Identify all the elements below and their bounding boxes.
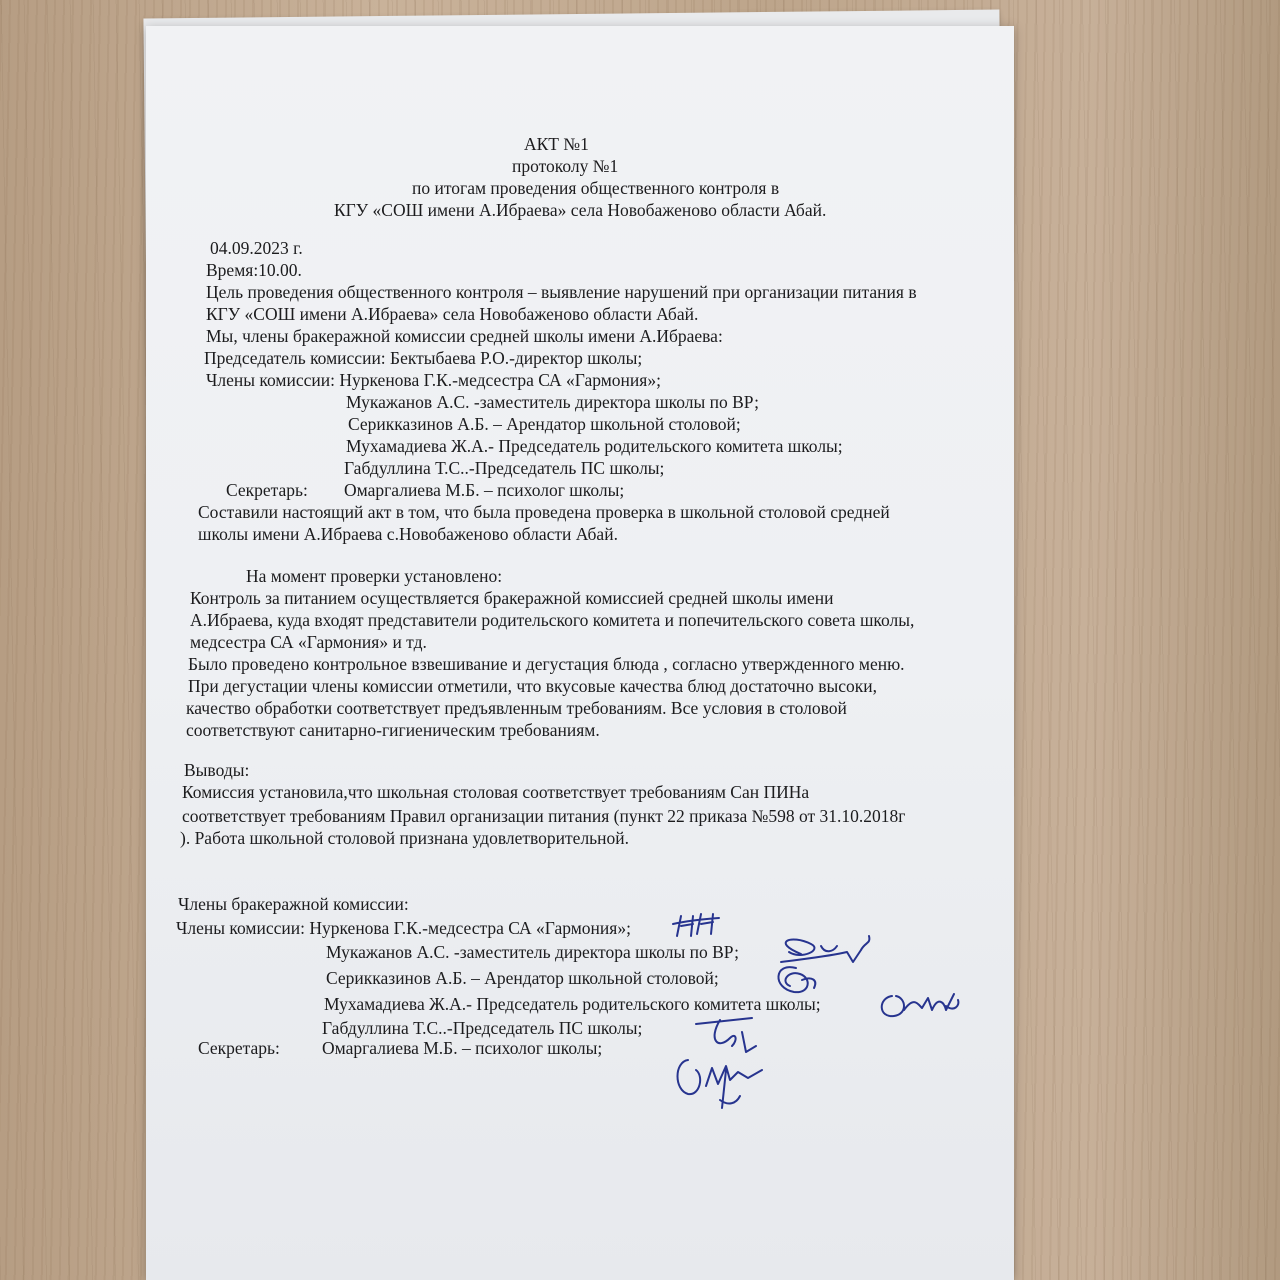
- member-line: Мукажанов А.С. -заместитель директора школы по ВР;: [346, 392, 759, 412]
- doc-header-line: по итогам проведения общественного контроля в: [412, 178, 780, 198]
- doc-text-line: Было проведено контрольное взвешивание и дегустация блюда , согласно утвержденного меню.: [188, 654, 905, 674]
- doc-text-line: медсестра СА «Гармония» и тд.: [190, 632, 427, 652]
- doc-text-line: соответствуют санитарно-гигиеническим требованиям.: [186, 720, 600, 740]
- secretary-label: Секретарь:: [198, 1038, 280, 1058]
- doc-text-line: ). Работа школьной столовой признана удовлетворительной.: [180, 828, 630, 848]
- signature-serikkazinov: [766, 958, 826, 1002]
- member-line: Габдуллина Т.С..-Председатель ПС школы;: [344, 458, 665, 478]
- doc-date: 04.09.2023 г.: [210, 238, 303, 258]
- doc-text-line: Комиссия установила,что школьная столовая соответствует требованиям Сан ПИНа: [182, 782, 810, 802]
- doc-time: Время:10.00.: [206, 260, 302, 280]
- document-sheet: [146, 26, 1014, 1280]
- secretary-label: Секретарь:: [226, 480, 308, 500]
- conclusions-heading: Выводы:: [184, 760, 250, 780]
- secretary-line: Омаргалиева М.Б. – психолог школы;: [322, 1038, 603, 1058]
- member-line: Мухамадиева Ж.А.- Председатель родительского комитета школы;: [346, 436, 843, 456]
- members-line: Члены комиссии: Нуркенова Г.К.-медсестра СА «Гармония»;: [176, 918, 631, 938]
- doc-text-line: Составили настоящий акт в том, что была проведена проверка в школьной столовой средней: [198, 502, 890, 522]
- chairman-line: Председатель комиссии: Бектыбаева Р.О.-директор школы;: [204, 348, 643, 368]
- signatures-heading: Члены бракеражной комиссии:: [178, 894, 409, 914]
- doc-subtitle: протоколу №1: [512, 156, 619, 176]
- member-line: Мукажанов А.С. -заместитель директора школы по ВР;: [326, 942, 739, 962]
- member-line: Серикказинов А.Б. – Арендатор школьной столовой;: [348, 414, 741, 434]
- doc-text-line: КГУ «СОШ имени А.Ибраева» села Новобаженово области Абай.: [206, 304, 699, 324]
- doc-text-line: школы имени А.Ибраева с.Новобаженово области Абай.: [198, 524, 618, 544]
- member-line: Мухамадиева Ж.А.- Председатель родительского комитета школы;: [324, 994, 821, 1014]
- findings-heading: На момент проверки установлено:: [246, 566, 503, 586]
- member-line: Серикказинов А.Б. – Арендатор школьной столовой;: [326, 968, 719, 988]
- secretary-line: Омаргалиева М.Б. – психолог школы;: [344, 480, 625, 500]
- signature-gabdullina-omargalieva: [666, 1010, 776, 1130]
- members-line: Члены комиссии: Нуркенова Г.К.-медсестра СА «Гармония»;: [206, 370, 661, 390]
- doc-text-line: Контроль за питанием осуществляется бракеражной комиссией средней школы имени: [190, 588, 834, 608]
- doc-title: АКТ №1: [524, 134, 589, 154]
- doc-header-line: КГУ «СОШ имени А.Ибраева» села Новобаженово области Абай.: [334, 200, 827, 220]
- doc-text-line: Мы, члены бракеражной комиссии средней школы имени А.Ибраева:: [206, 326, 723, 346]
- doc-text-line: А.Ибраева, куда входят представители родительского комитета и попечительского совета школы,: [190, 610, 915, 630]
- signature-mukhamadieva: [874, 982, 964, 1026]
- member-line: Габдуллина Т.С..-Председатель ПС школы;: [322, 1018, 643, 1038]
- doc-text-line: качество обработки соответствует предъявленным требованиям. Все условия в столовой: [186, 698, 847, 718]
- doc-text-line: Цель проведения общественного контроля – выявление нарушений при организации питания в: [206, 282, 917, 302]
- doc-text-line: При дегустации члены комиссии отметили, что вкусовые качества блюд достаточно высоки,: [188, 676, 878, 696]
- doc-text-line: соответствует требованиям Правил организации питания (пункт 22 приказа №598 от 31.10.2018г: [182, 806, 906, 826]
- signature-nurkenova: [671, 910, 721, 940]
